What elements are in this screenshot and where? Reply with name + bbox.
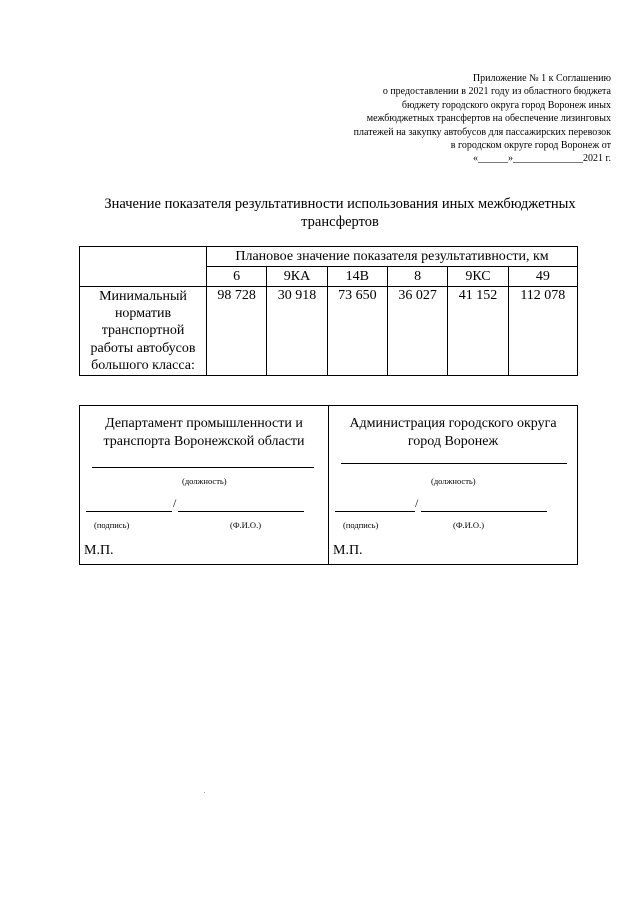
value-cell: 73 650 [327,287,387,376]
route-header: 6 [207,267,267,287]
group-header-cell: Плановое значение показателя результативности, км [207,247,578,267]
organization-name: Департамент промышленности и транспорта Воронежской области [103,416,305,449]
appendix-line: бюджету городского округа город Воронеж иных [401,99,611,111]
signature-column-department [80,406,328,564]
appendix-line: в городском округе город Воронеж от [450,140,611,152]
full-name-caption: (Ф.И.О.) [230,520,262,530]
appendix-line: платежей на закупку автобусов для пассажирских перевозок [353,126,611,138]
organization-name: Администрация городского округа город Воронеж [349,416,557,449]
value-cell: 41 152 [448,287,508,376]
row-label-cell: Минимальный норматив транспортной работы автобусов большого класса: [80,287,207,376]
appendix-line: Приложение № 1 к Соглашению [472,73,611,84]
value-cell: 98 728 [207,287,267,376]
appendix-line: межбюджетных трансфертов на обеспечение лизинговых [366,113,611,125]
appendix-line: о предоставлении в 2021 году из областного бюджета [382,86,611,98]
route-header: 9КС [448,267,508,287]
signature-line[interactable] [335,511,415,512]
position-caption: (должность) [182,476,227,486]
signature-block [79,405,578,565]
appendix-date-line: «______»______________2021 г. [473,153,611,165]
position-line[interactable] [92,467,314,468]
document-title: Значение показателя результативности использования иных межбюджетных трансфертов [104,196,576,230]
appendix-header [291,72,611,166]
signature-caption: (подпись) [94,520,130,530]
position-line[interactable] [341,463,567,464]
value-cell: 30 918 [267,287,327,376]
value-cell: 112 078 [508,287,577,376]
full-name-line[interactable] [178,511,304,512]
stamp-place: М.П. [333,543,363,558]
full-name-caption: (Ф.И.О.) [453,520,485,530]
signature-column-administration [328,406,577,564]
position-caption: (должность) [431,476,476,486]
signature-line[interactable] [86,511,172,512]
signature-caption: (подпись) [343,520,379,530]
empty-corner-cell [80,247,207,287]
scan-speck [204,792,205,793]
stamp-place: М.П. [84,543,114,558]
route-header: 49 [508,267,577,287]
value-cell: 36 027 [387,287,447,376]
route-header: 8 [387,267,447,287]
route-header: 14В [327,267,387,287]
full-name-line[interactable] [421,511,547,512]
route-header: 9КА [267,267,327,287]
slash-separator: / [415,496,419,510]
results-table [79,246,578,376]
slash-separator: / [173,496,177,510]
